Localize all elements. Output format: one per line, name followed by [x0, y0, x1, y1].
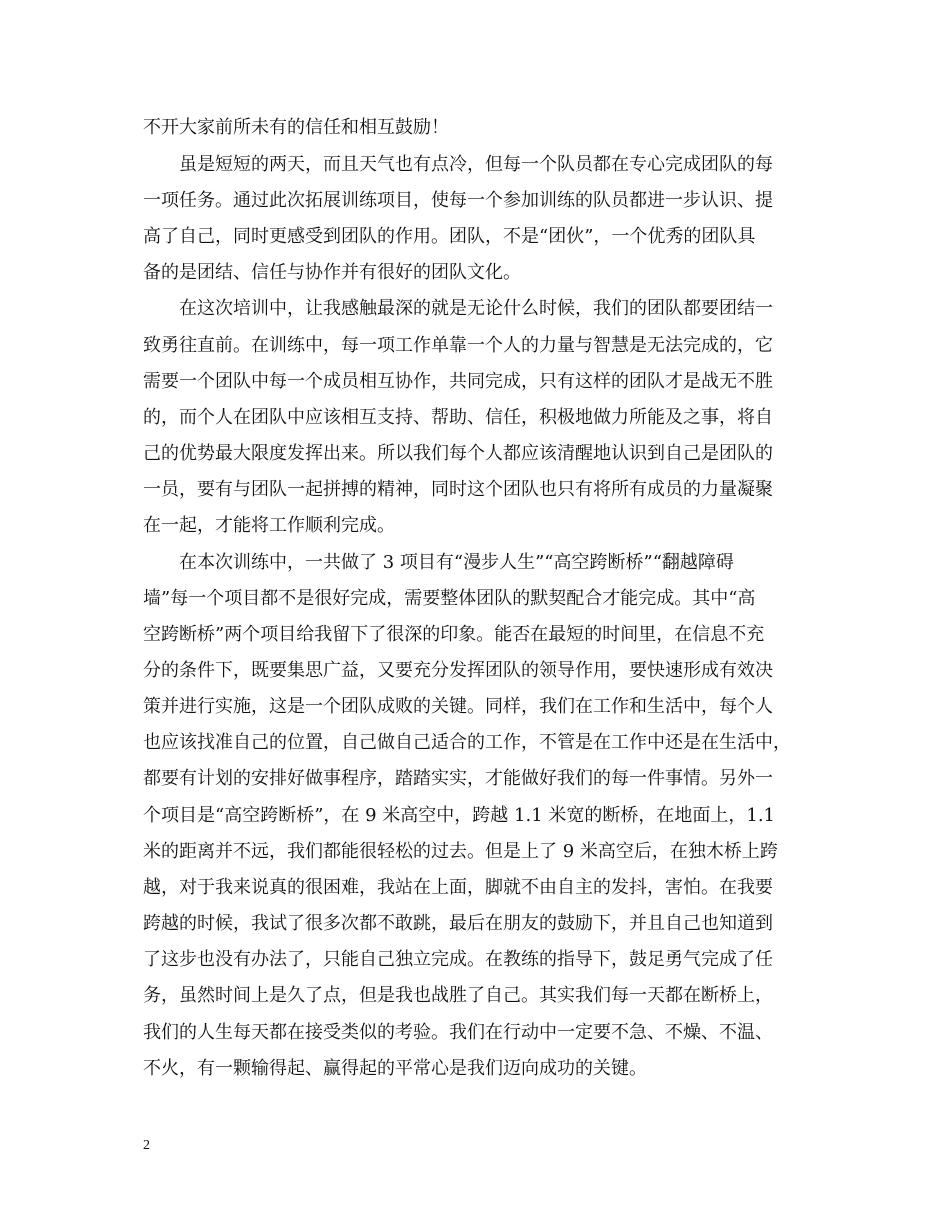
text-line: 务，虽然时间上是久了点，但是我也战胜了自己。其实我们每一天都在断桥上，: [143, 985, 773, 1006]
text-line: 一项任务。通过此次拓展训练项目，使每一个参加训练的队员都进一步认识、提: [143, 190, 773, 211]
text-line: 越，对于我来说真的很困难，我站在上面，脚就不由自主的发抖，害怕。在我要: [143, 877, 773, 898]
text-line: 跨越的时候，我试了很多次都不敢跳，最后在朋友的鼓励下，并且自己也知道到: [143, 913, 773, 934]
text-line: 己的优势最大限度发挥出来。所以我们每个人都应该清醒地认识到自己是团队的: [143, 443, 773, 464]
text-line: 墙”每一个项目都不是很好完成，需要整体团队的默契配合才能完成。其中“高: [143, 588, 756, 609]
text-line: 也应该找准自己的位置，自己做自己适合的工作，不管是在工作中还是在生活中，: [143, 732, 791, 753]
text-line: 都要有计划的安排好做事程序，踏踏实实，才能做好我们的每一件事情。另外一: [143, 768, 773, 789]
text-line: 虽是短短的两天，而且天气也有点冷，但每一个队员都在专心完成团队的每: [143, 154, 773, 175]
text-line: 个项目是“高空跨断桥”，在 9 米高空中，跨越 1.1 米宽的断桥，在地面上，1.1: [143, 805, 775, 826]
text-line: 我们的人生每天都在接受类似的考验。我们在行动中一定要不急、不燥、不温、: [143, 1022, 773, 1043]
text-line: 了这步也没有办法了，只能自己独立完成。在教练的指导下，鼓足勇气完成了任: [143, 949, 773, 970]
text-line: 策并进行实施，这是一个团队成败的关键。同样，我们在工作和生活中，每个人: [143, 696, 773, 717]
text-line: 致勇往直前。在训练中，每一项工作单靠一个人的力量与智慧是无法完成的，它: [143, 335, 773, 356]
text-line: 一员，要有与团队一起拼搏的精神，同时这个团队也只有将所有成员的力量凝聚: [143, 479, 773, 500]
text-line: 备的是团结、信任与协作并有很好的团队文化。: [143, 262, 521, 283]
page-number: 2: [143, 1138, 150, 1153]
text-line: 在这次培训中，让我感触最深的就是无论什么时候，我们的团队都要团结一: [143, 298, 773, 319]
text-line: 米的距离并不远，我们都能很轻松的过去。但是上了 9 米高空后，在独木桥上跨: [143, 841, 778, 862]
text-line: 在一起，才能将工作顺利完成。: [143, 515, 395, 536]
text-line: 需要一个团队中每一个成员相互协作，共同完成，只有这样的团队才是战无不胜: [143, 371, 773, 392]
text-line: 的，而个人在团队中应该相互支持、帮助、信任，积极地做力所能及之事，将自: [143, 407, 773, 428]
text-line: 不火，有一颗输得起、赢得起的平常心是我们迈向成功的关键。: [143, 1058, 647, 1079]
text-line: 不开大家前所未有的信任和相互鼓励！: [143, 117, 449, 138]
text-line: 空跨断桥”两个项目给我留下了很深的印象。能否在最短的时间里，在信息不充: [143, 624, 765, 645]
text-line: 在本次训练中，一共做了 3 项目有“漫步人生”“高空跨断桥”“翻越障碍: [143, 552, 734, 573]
text-line: 分的条件下，既要集思广益，又要充分发挥团队的领导作用，要快速形成有效决: [143, 660, 773, 681]
text-line: 高了自己，同时更感受到团队的作用。团队，不是“团伙”，一个优秀的团队具: [143, 226, 756, 247]
